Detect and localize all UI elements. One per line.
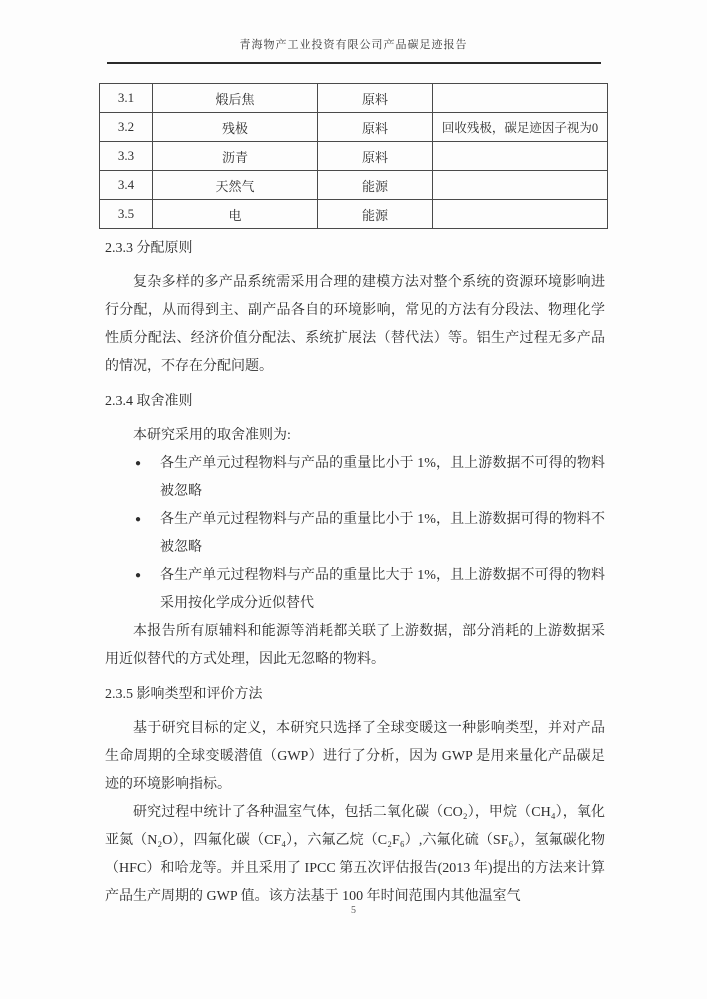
bullet-icon: ● xyxy=(135,570,142,581)
cell-category: 能源 xyxy=(318,171,433,200)
header-title: 青海物产工业投资有限公司产品碳足迹报告 xyxy=(239,39,468,51)
cell-material: 电 xyxy=(153,200,318,229)
section-heading-2-3-3: 2.3.3 分配原则 xyxy=(105,241,193,256)
cell-category: 原料 xyxy=(318,142,433,171)
cell-index: 3.1 xyxy=(100,84,153,113)
cell-note xyxy=(433,84,608,113)
cell-note xyxy=(433,200,608,229)
document-body xyxy=(105,228,605,911)
cell-material: 天然气 xyxy=(153,171,318,200)
cell-index: 3.5 xyxy=(100,200,153,229)
cell-material: 煅后焦 xyxy=(153,84,318,113)
section-heading-2-3-5: 2.3.5 影响类型和评价方法 xyxy=(105,687,263,702)
table-row xyxy=(100,200,608,229)
cell-category: 原料 xyxy=(318,84,433,113)
list-item xyxy=(105,562,605,618)
table-row xyxy=(100,84,608,113)
list-item-text: 各生产单元过程物料与产品的重量比小于 1%，且上游数据不可得的物料被忽略 xyxy=(160,456,605,499)
header-rule xyxy=(107,62,601,64)
section-heading-2-3-4: 2.3.4 取舍准则 xyxy=(105,394,193,409)
cell-material: 沥青 xyxy=(153,142,318,171)
bullet-icon: ● xyxy=(135,514,142,525)
paragraph-cutoff-intro: 本研究采用的取舍准则为: xyxy=(133,428,291,443)
table-row xyxy=(100,142,608,171)
paragraph-ghg-list: 研究过程中统计了各种温室气体，包括二氧化碳（CO₂），甲烷（CH₄），氧化亚氮（N₂O），四氟化碳（CF₄），六氟乙烷（C₂F₆）,六氟化硫（SF₆），氢氟碳化物（HFC）和哈龙等。并且采用了 IPCC 第五次评估报告(2013 年)提出的方法来计算产品生产周期的 GWP 值。该方法基于 100 年时间范围内其他温室气 xyxy=(105,805,605,904)
bullet-icon: ● xyxy=(135,458,142,469)
page-number: 5 xyxy=(351,905,356,916)
table-row xyxy=(100,113,608,142)
cell-index: 3.3 xyxy=(100,142,153,171)
paragraph-cutoff-summary: 本报告所有原辅料和能源等消耗都关联了上游数据，部分消耗的上游数据采用近似替代的方式处理，因此无忽略的物料。 xyxy=(105,624,605,667)
paragraph-impact-gwp: 基于研究目标的定义，本研究只选择了全球变暖这一种影响类型，并对产品生命周期的全球变暖潜值（GWP）进行了分析，因为 GWP 是用来量化产品碳足迹的环境影响指标。 xyxy=(105,721,605,792)
cell-category: 能源 xyxy=(318,200,433,229)
cutoff-criteria-list xyxy=(105,450,605,618)
cell-category: 原料 xyxy=(318,113,433,142)
table-row xyxy=(100,171,608,200)
list-item-text: 各生产单元过程物料与产品的重量比小于 1%，且上游数据可得的物料不被忽略 xyxy=(160,512,605,555)
paragraph-allocation: 复杂多样的多产品系统需采用合理的建模方法对整个系统的资源环境影响进行分配，从而得到主、副产品各自的环境影响，常见的方法有分段法、物理化学性质分配法、经济价值分配法、系统扩展法（替代法）等。铝生产过程无多产品的情况，不存在分配问题。 xyxy=(105,275,605,374)
cell-note xyxy=(433,171,608,200)
materials-table xyxy=(99,83,608,229)
cell-material: 残极 xyxy=(153,113,318,142)
list-item xyxy=(105,450,605,506)
cell-index: 3.2 xyxy=(100,113,153,142)
cell-note xyxy=(433,142,608,171)
list-item xyxy=(105,506,605,562)
cell-index: 3.4 xyxy=(100,171,153,200)
cell-note: 回收残极，碳足迹因子视为0 xyxy=(433,113,608,142)
list-item-text: 各生产单元过程物料与产品的重量比大于 1%，且上游数据不可得的物料采用按化学成分近似替代 xyxy=(160,568,605,611)
